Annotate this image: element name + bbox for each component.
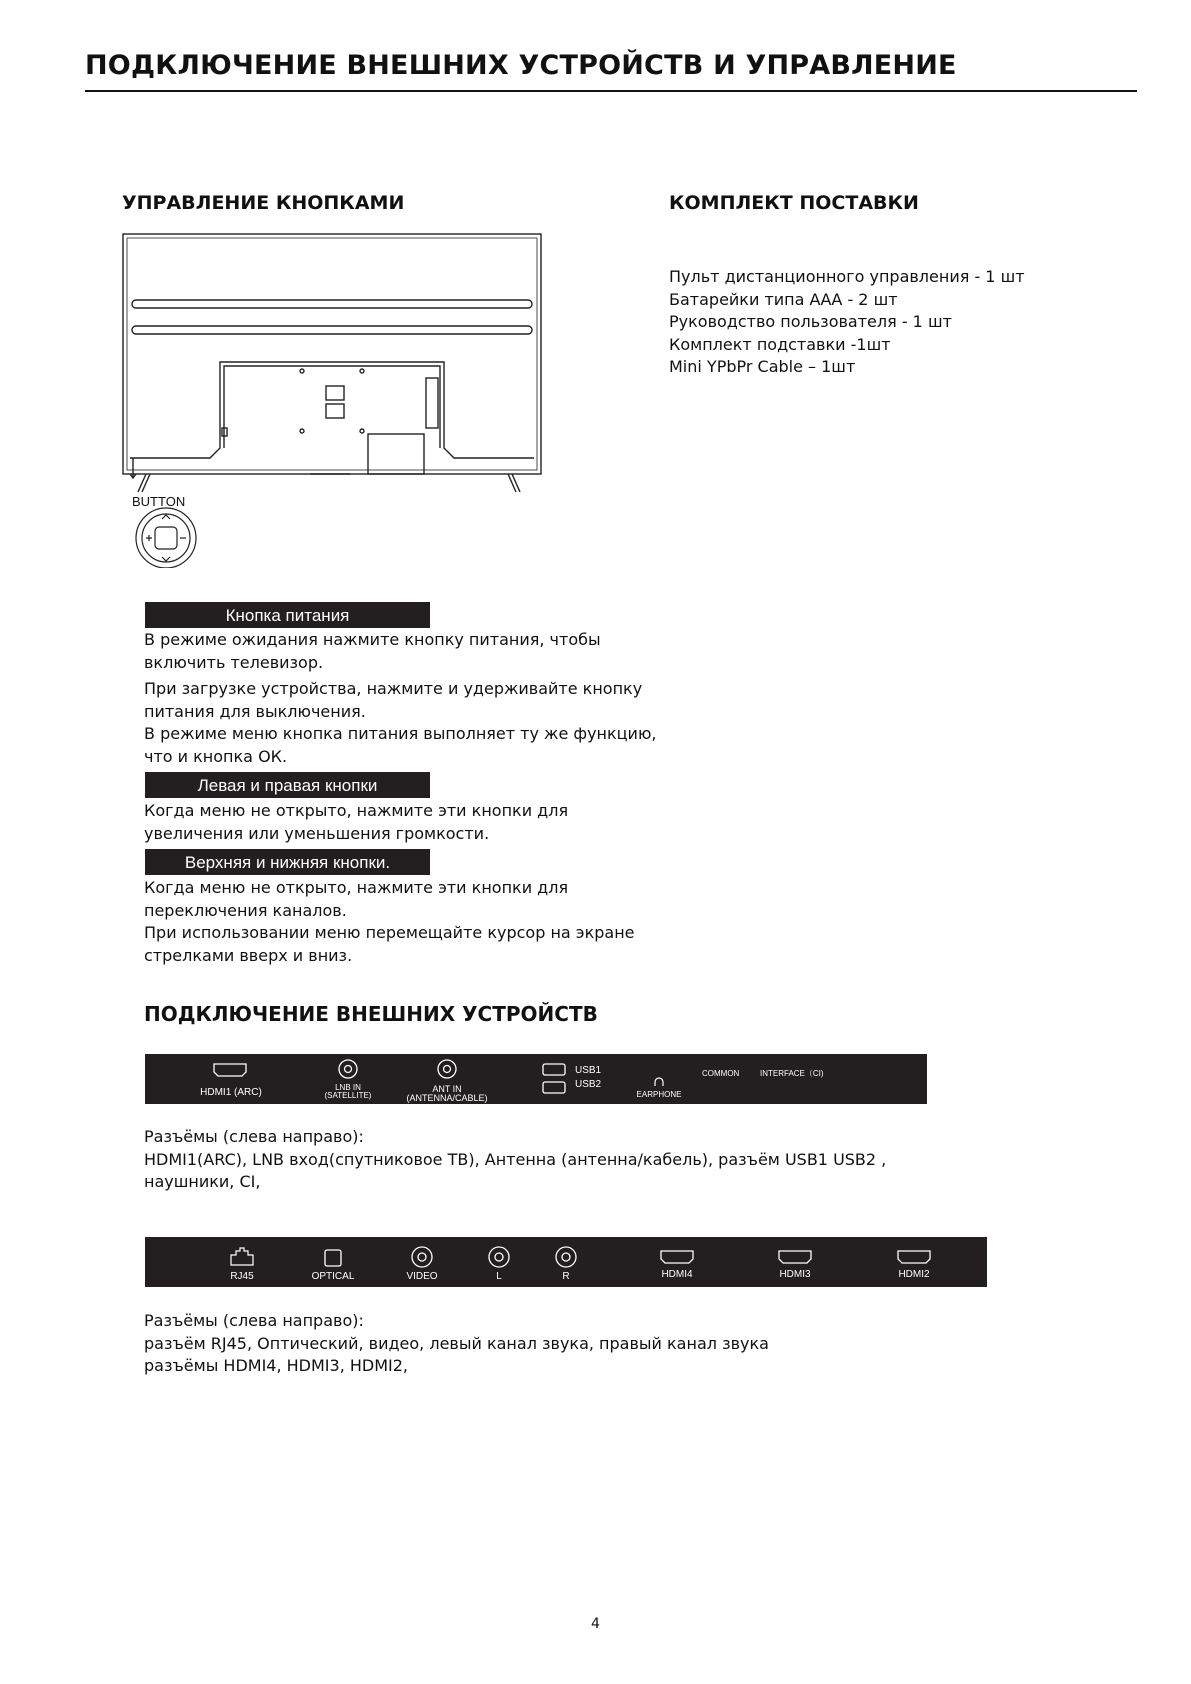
up-down-buttons-label: Верхняя и нижняя кнопки. (145, 849, 430, 875)
buttons-heading: УПРАВЛЕНИЕ КНОПКАМИ (122, 192, 405, 214)
list-item: Батарейки типа ААА - 2 шт (669, 289, 898, 309)
audio-right-label: R (562, 1271, 570, 1282)
list-item: Комплект подставки -1шт (669, 334, 891, 354)
hdmi2-label: HDMI2 (898, 1269, 930, 1280)
usb1-label: USB1 (575, 1065, 602, 1076)
audio-right-rca-icon (554, 1245, 578, 1269)
antenna-label: ANT IN (432, 1084, 462, 1094)
left-right-buttons-label: Левая и правая кнопки (145, 772, 430, 798)
title-divider (85, 90, 1137, 92)
common-label: COMMON (702, 1069, 740, 1078)
hdmi4-label: HDMI4 (661, 1269, 693, 1280)
lnb-label: LNB IN (335, 1083, 361, 1092)
panel-2-description: Разъёмы (слева направо): разъём RJ45, Оптический, видео, левый канал звука, правый канал звука разъёмы HDMI4, HDMI3, HDMI2, (144, 1311, 769, 1375)
up-down-buttons-description: Когда меню не открыто, нажмите эти кнопки для переключения каналов. При использовании меню перемещайте курсор на экране стрелками вверх и вниз. (144, 878, 635, 965)
antenna-sub-label: (ANTENNA/CABLE) (406, 1093, 488, 1103)
lnb-sub-label: (SATELLITE) (324, 1091, 372, 1100)
hdmi-icon (777, 1249, 813, 1265)
connector-panel-2 (145, 1237, 987, 1287)
hdmi-icon (212, 1062, 248, 1078)
hdmi-icon (659, 1249, 695, 1265)
ethernet-icon (229, 1247, 255, 1267)
audio-left-rca-icon (487, 1245, 511, 1269)
package-list (669, 266, 1129, 379)
hdmi-icon (896, 1249, 932, 1265)
power-button-description: В режиме ожидания нажмите кнопку питания, чтобы включить телевизор. При загрузке устройства, нажмите и удерживайте кнопку питания для выключения. В режиме меню кнопка питания выполняет ту же функцию, что и кнопка ОК. (144, 630, 657, 766)
connections-heading: ПОДКЛЮЧЕНИЕ ВНЕШНИХ УСТРОЙСТВ (144, 1002, 598, 1026)
list-item: Руководство пользователя - 1 шт (669, 312, 952, 331)
earphone-label: EARPHONE (636, 1090, 682, 1099)
interface-ci-label: INTERFACE（CI) (760, 1069, 824, 1078)
button-label: BUTTON (132, 494, 186, 509)
panel-1-description: Разъёмы (слева направо): HDMI1(ARC), LNB вход(спутниковое ТВ), Антенна (антенна/кабель), разъём USB1 USB2 , наушники, CI, (144, 1127, 887, 1191)
usb-icon (542, 1063, 568, 1097)
usb2-label: USB2 (575, 1079, 602, 1090)
page-title: ПОДКЛЮЧЕНИЕ ВНЕШНИХ УСТРОЙСТВ И УПРАВЛЕНИЕ (85, 50, 957, 81)
list-item: Mini YPbPr Cable – 1шт (669, 357, 856, 376)
page-number: 4 (591, 1616, 600, 1632)
list-item: Пульт дистанционного управления - 1 шт (669, 267, 1025, 286)
tv-rear-diagram (110, 228, 550, 568)
optical-label: OPTICAL (311, 1271, 355, 1282)
hdmi3-label: HDMI3 (779, 1269, 811, 1280)
power-button-label: Кнопка питания (145, 602, 430, 628)
headphone-icon (652, 1076, 666, 1088)
connector-panel-1 (145, 1054, 927, 1104)
control-joystick-icon (136, 508, 196, 568)
left-right-buttons-description: Когда меню не открыто, нажмите эти кнопки для увеличения или уменьшения громкости. (144, 801, 569, 843)
antenna-coax-icon (436, 1058, 458, 1080)
video-label: VIDEO (406, 1271, 438, 1282)
optical-icon (323, 1248, 343, 1268)
rj45-label: RJ45 (230, 1271, 254, 1282)
hdmi1-label: HDMI1 (ARC) (200, 1087, 262, 1098)
lnb-coax-icon (337, 1058, 359, 1080)
package-heading: КОМПЛЕКТ ПОСТАВКИ (669, 192, 919, 214)
audio-left-label: L (496, 1271, 502, 1282)
video-rca-icon (410, 1245, 434, 1269)
